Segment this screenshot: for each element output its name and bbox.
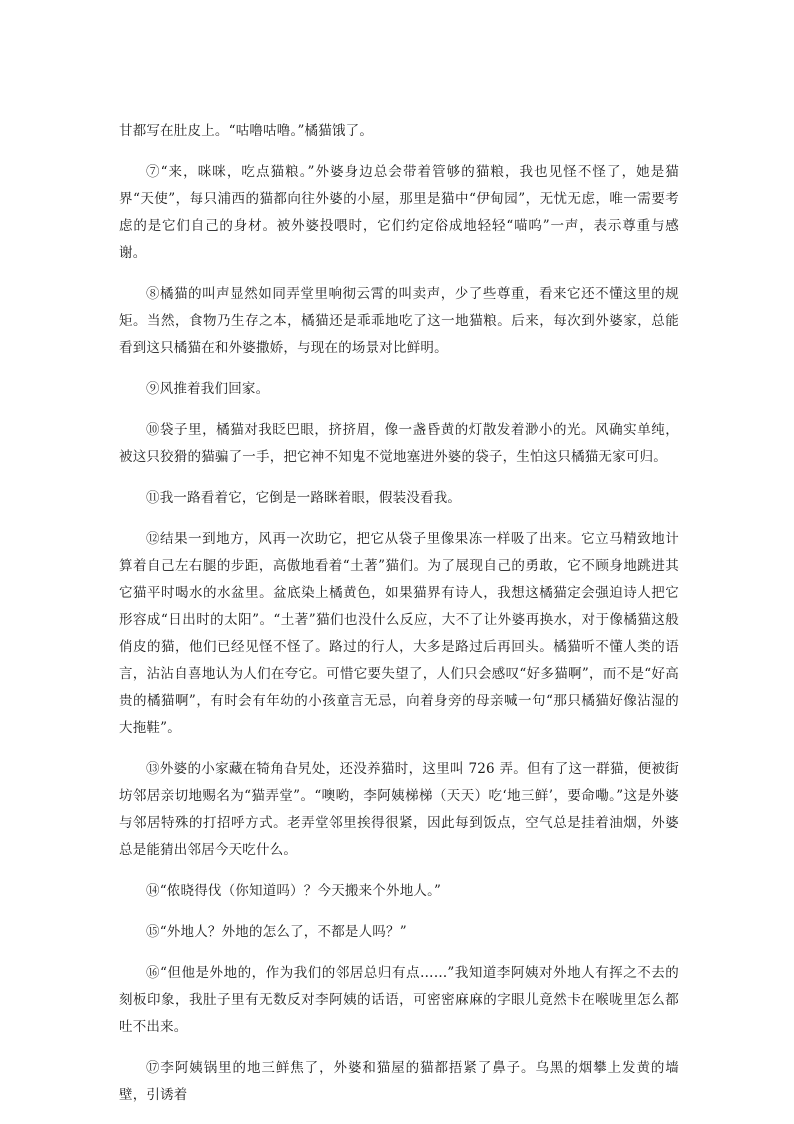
paragraph-9: ⑨风推着我们回家。: [146, 381, 270, 397]
paragraph-15: ⑮“外地人？外地的怎么了，不都是人吗？”: [146, 924, 407, 940]
paragraph-8: ⑧橘猫的叫声显然如同弄堂里响彻云霄的叫卖声，少了些尊重，看来它还不懂这里的规矩。当然，食物乃生存之本，橘猫还是乖乖地吃了这一地猫粮。后来，每次到外婆家，总能看到这只橘猫在和外婆撒娇，与现在的场景对比鲜明。: [119, 286, 679, 356]
paragraph-12: ⑫结果一到地方，风再一次助它，把它从袋子里像果冻一样吸了出来。它立马精致地计算着自己左右腿的步距，高傲地看着“土著”猫们。为了展现自己的勇敢，它不顾身地跳进其它猫平时喝水的水盆里。盆底染上橘黄色，如果猫界有诗人，我想这橘猫定会强迫诗人把它形容成“日出时的太阳”。“土著”猫们也没什么反应，大不了让外婆再换水，对于像橘猫这般俏皮的猫，他们已经见怪不怪了。路过的行人，大多是路过后再回头。橘猫听不懂人类的语言，沾沾自喜地认为人们在夸它。可惜它要失望了，人们只会感叹“好多猫啊”，而不是“好高贵的橘猫啊”，有时会有年幼的小孩童言无忌，向着身旁的母亲喊一句“那只橘猫好像沾湿的大拖鞋”。: [119, 531, 679, 736]
paragraph-continued: 甘都写在肚皮上。“咕噜咕噜。”橘猫饿了。: [119, 123, 374, 139]
paragraph-10: ⑩袋子里，橘猫对我眨巴眼，挤挤眉，像一盏昏黄的灯散发着渺小的光。风确实单纯，被这只狡猾的猫骗了一手，把它神不知鬼不觉地塞进外婆的袋子，生怕这只橘猫无家可归。: [119, 422, 679, 465]
paragraph-17: ⑰李阿姨锅里的地三鲜焦了，外婆和猫屋的猫都捂紧了鼻子。乌黑的烟攀上发黄的墙壁，引诱着: [119, 1060, 679, 1103]
paragraph-11: ⑪我一路看着它，它倒是一路眯着眼，假装没看我。: [146, 490, 462, 506]
paragraph-14: ⑭“侬晓得伐（你知道吗）？今天搬来个外地人。”: [146, 883, 442, 899]
document-page: [119, 118, 679, 1123]
paragraph-13: ⑬外婆的小家藏在犄角旮旯处，还没养猫时，这里叫 726 弄。但有了这一群猫，便被街坊邻居亲切地赐名为“猫弄堂”。“噢哟，李阿姨梯梯（天天）吃‘地三鲜’，要命嘞。”这是外婆与邻居特殊的打招呼方式。老弄堂邻里挨得很紧，因此每到饭点，空气总是挂着油烟，外婆总是能猜出邻居今天吃什么。: [119, 761, 679, 858]
paragraph-16: ⑯“但他是外地的，作为我们的邻居总归有点……”我知道李阿姨对外地人有挥之不去的刻板印象，我肚子里有无数反对李阿姨的话语，可密密麻麻的字眼儿竟然卡在喉咙里怎么都吐不出来。: [119, 965, 679, 1035]
paragraph-7: ⑦“来，咪咪，吃点猫粮。”外婆身边总会带着管够的猫粮，我也见怪不怪了，她是猫界“天使”，每只浦西的猫都向往外婆的小屋，那里是猫中“伊甸园”，无忧无虑，唯一需要考虑的是它们自己的身材。被外婆投喂时，它们约定俗成地轻轻“喵呜”一声，表示尊重与感谢。: [119, 164, 679, 261]
